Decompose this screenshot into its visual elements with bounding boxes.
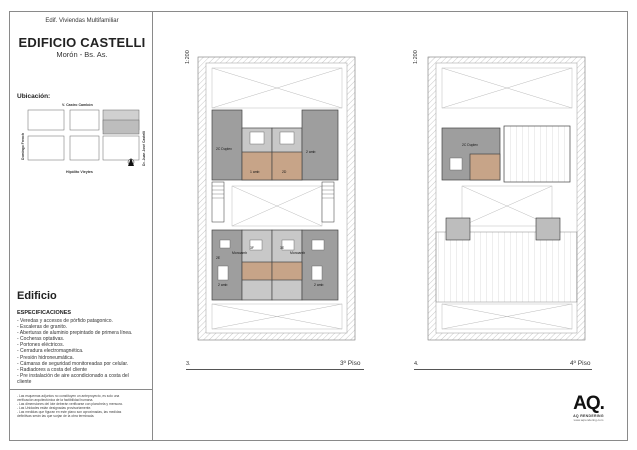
logo-name: AQ RENDERING bbox=[573, 414, 604, 418]
project-subtitle: Edif. Viviendas Multifamiliar bbox=[45, 18, 119, 24]
plan-4-caption-line bbox=[414, 369, 592, 370]
note-item: - Las dimensiones del lote deberán verificarse con planchela y mensura. bbox=[17, 402, 123, 406]
spec-item: - Escaleras de granito. bbox=[17, 324, 68, 331]
room-label: 3E bbox=[280, 246, 285, 250]
room-label: 2C Duplex bbox=[462, 143, 478, 147]
plan-3-name: 3º Piso bbox=[340, 360, 361, 367]
room-label: 2C Duplex bbox=[216, 147, 232, 151]
spec-item: - Pre instalación de aire acondicionado a costa del bbox=[17, 372, 129, 379]
street-bottom-label: Hipólito Vieytes bbox=[66, 170, 93, 174]
floor-plan-4 bbox=[428, 57, 585, 340]
spec-item: - Veredas y accesos de pórfido patagonico. bbox=[17, 318, 113, 324]
specs-heading: ESPECIFICACIONES bbox=[17, 310, 72, 316]
location-heading: Ubicación: bbox=[17, 93, 51, 100]
spec-item: - Cocheras optativas. bbox=[17, 336, 65, 343]
room-label: 2 amb bbox=[306, 150, 316, 154]
room-label: 1 amb bbox=[250, 170, 260, 174]
room-label: 2E bbox=[216, 256, 221, 260]
project-location: Morón - Bs. As. bbox=[56, 50, 108, 59]
building-heading: Edificio bbox=[17, 290, 57, 302]
spec-item: - Cerradura electromagnética. bbox=[17, 348, 84, 355]
spec-item: cliente bbox=[17, 378, 32, 385]
room-label: 2 amb bbox=[314, 283, 324, 287]
note-item: - Las Unidades están designadas provisoriamente. bbox=[17, 406, 92, 410]
floor-plan-3 bbox=[198, 57, 355, 340]
spec-item: - Aberturas de aluminio prepintado de primera línea. bbox=[17, 330, 133, 337]
plan-4-scale: 1:200 bbox=[413, 50, 419, 64]
plan-4-number: 4. bbox=[414, 361, 419, 367]
street-right-label: Dr. Juan José Castelli bbox=[142, 130, 146, 166]
note-item: - Las medidas que figuran en este plano son aproximadas, las medidas bbox=[17, 410, 122, 414]
room-label: Monoamb bbox=[290, 251, 306, 255]
street-left-label: Domingo French bbox=[21, 133, 25, 160]
project-title: EDIFICIO CASTELLI bbox=[18, 35, 146, 50]
logo-url: www.aqrendering.com bbox=[573, 418, 604, 422]
plan-3-scale: 1:200 bbox=[185, 50, 191, 64]
note-item: definitivas serán las que surjan de la obra terminada. bbox=[17, 414, 95, 418]
logo-mark: AQ. bbox=[573, 393, 604, 414]
room-label: 2D bbox=[282, 170, 287, 174]
street-top-label: V. Castro Cambón bbox=[62, 103, 93, 107]
room-label: 3F bbox=[250, 246, 254, 250]
plan-4-name: 4º Piso bbox=[570, 360, 591, 367]
plan-3-caption-line bbox=[186, 369, 364, 370]
spec-item: - Presión hidroneumática. bbox=[17, 354, 74, 361]
spec-item: - Cámaras de seguridad monitoreadas por celular. bbox=[17, 360, 129, 367]
note-item: verificación arquitectónica de la factibilidad humana. bbox=[17, 398, 94, 402]
spec-item: - Radiadores a costa del cliente bbox=[17, 366, 88, 373]
room-label: 2 amb bbox=[218, 283, 228, 287]
note-item: - Las esquemas adjuntos no constituyen un anteproyecto, es solo una bbox=[17, 394, 120, 398]
spec-item: - Portones eléctricos. bbox=[17, 342, 64, 349]
plan-3-number: 3. bbox=[186, 361, 191, 367]
room-label: Monoamb bbox=[232, 251, 248, 255]
